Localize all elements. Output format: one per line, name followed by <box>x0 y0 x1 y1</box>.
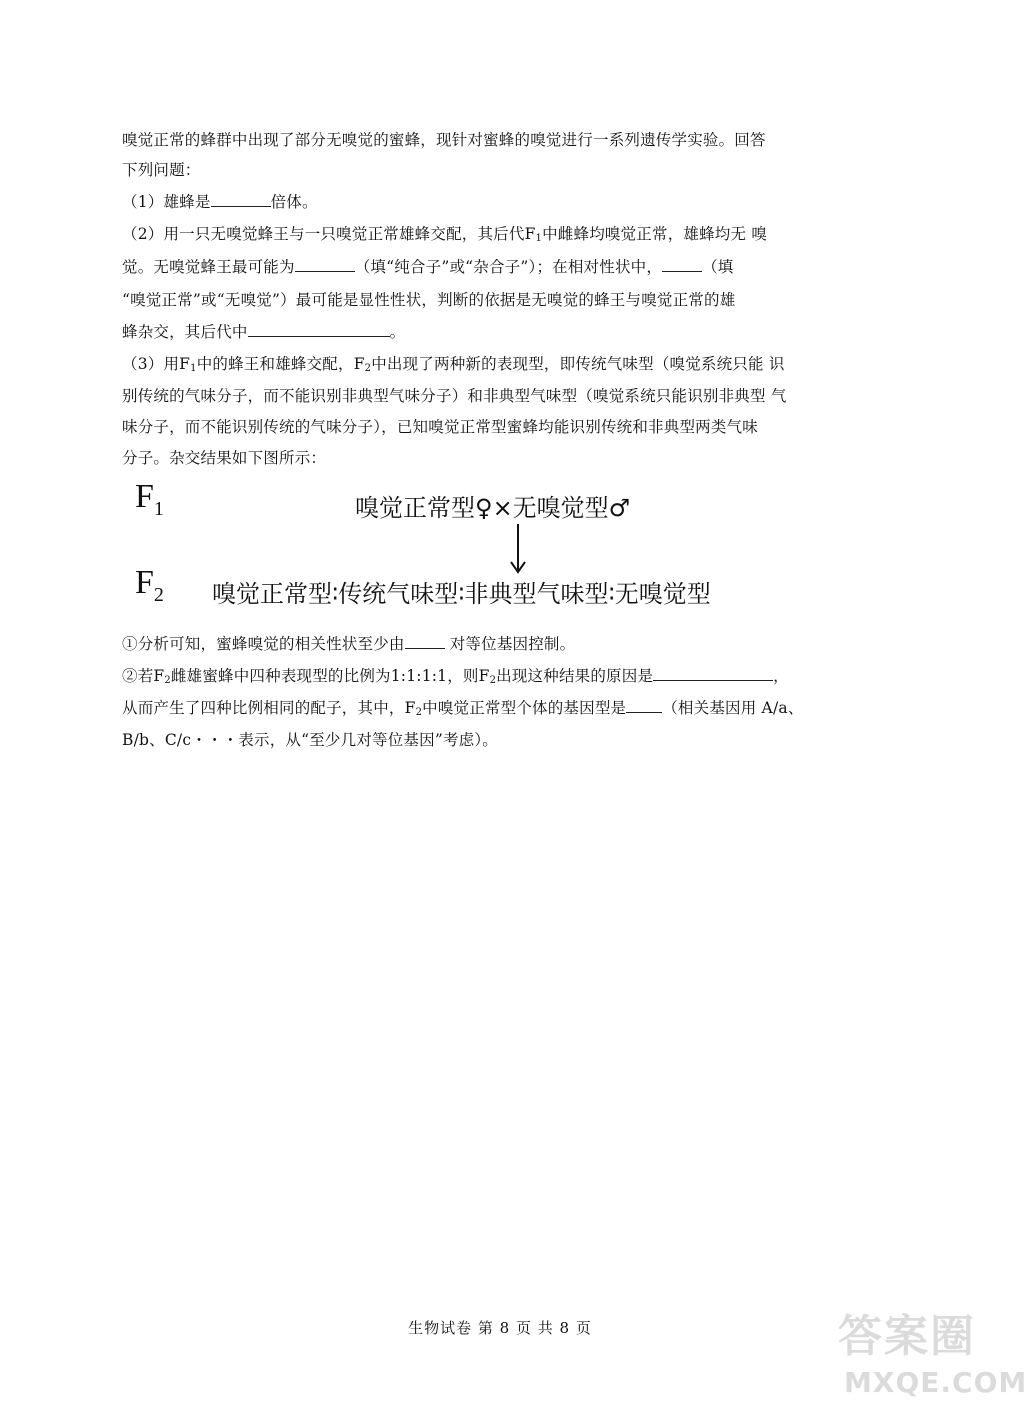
question-3-line-3: 味分子，而不能识别传统的气味分子），已知嗅觉正常型蜜蜂均能识别传统和非典型两类气味 <box>122 418 758 436</box>
question-2-line-2: 觉。无嗅觉蜂王最可能为 （填“纯合子”或“杂合子”）；在相对性状中， （填 <box>122 258 734 276</box>
answer-blank <box>248 322 390 337</box>
question-3-line-2: 别传统的气味分子，而不能识别非典型气味分子）和非典型气味型（嗅觉系统只能识别非典型 气 <box>122 387 787 405</box>
answer-blank <box>653 666 773 681</box>
subquestion-2-line-2: 从而产生了四种比例相同的配子，其中，$F_2$中嗅觉正常型个体的基因型是 （相关基因用 A/a、 <box>122 699 804 718</box>
watermark-url: MXQE.COM <box>844 1366 1027 1399</box>
answer-blank <box>211 192 271 207</box>
question-3-line-4: 分子。杂交结果如下图所示： <box>122 449 327 467</box>
answer-blank <box>295 257 355 272</box>
subquestion-2-line-1: ②若$F_2$雌雄蜜蜂中四种表现型的比例为1:1:1:1，则$F_2$出现这种结果的原因是 ， <box>122 667 789 686</box>
down-arrow-icon <box>500 522 530 576</box>
subquestion-2-line-3: B/b、C/c・・・表示，从“至少几对等位基因”考虑）。 <box>122 731 498 749</box>
question-2-line-3: “嗅觉正常”或“无嗅觉”）最可能是显性性状，判断的依据是无嗅觉的蜂王与嗅觉正常的雄 <box>122 291 736 309</box>
watermark-logo <box>838 1300 1027 1410</box>
f2-label: $F_2$ <box>135 564 164 606</box>
page-footer: 生物试卷 第 8 页 共 8 页 <box>408 1319 592 1337</box>
f1-label: $F_1$ <box>135 478 164 520</box>
answer-blank <box>405 634 445 649</box>
question-1: （1）雄蜂是 倍体。 <box>122 193 318 211</box>
subquestion-1: ①分析可知，蜜蜂嗅觉的相关性状至少由 对等位基因控制。 <box>122 635 576 653</box>
question-3-line-1: （3）用$F_1$中的蜂王和雄蜂交配，$F_2$中出现了两种新的表现型，即传统气味型（嗅觉系统只能 识 <box>122 355 785 374</box>
f1-cross: 嗅觉正常型♀×无嗅觉型♂ <box>355 494 631 522</box>
intro-line-2: 下列问题： <box>122 161 201 179</box>
question-2-line-1: （2）用一只无嗅觉蜂王与一只嗅觉正常雄蜂交配，其后代$F_1$中雌蜂均嗅觉正常，雄蜂均无 嗅 <box>122 225 768 244</box>
watermark-text: 答案圈 <box>838 1311 976 1362</box>
intro-line-1: 嗅觉正常的蜂群中出现了部分无嗅觉的蜜蜂，现针对蜜蜂的嗅觉进行一系列遗传学实验。回答 <box>122 131 766 149</box>
answer-blank <box>626 698 662 713</box>
question-2-line-4: 蜂杂交，其后代中 。 <box>122 323 406 341</box>
answer-blank <box>662 257 702 272</box>
f2-result: 嗅觉正常型∶传统气味型∶非典型气味型∶无嗅觉型 <box>212 580 711 608</box>
cross-diagram <box>0 470 1000 620</box>
